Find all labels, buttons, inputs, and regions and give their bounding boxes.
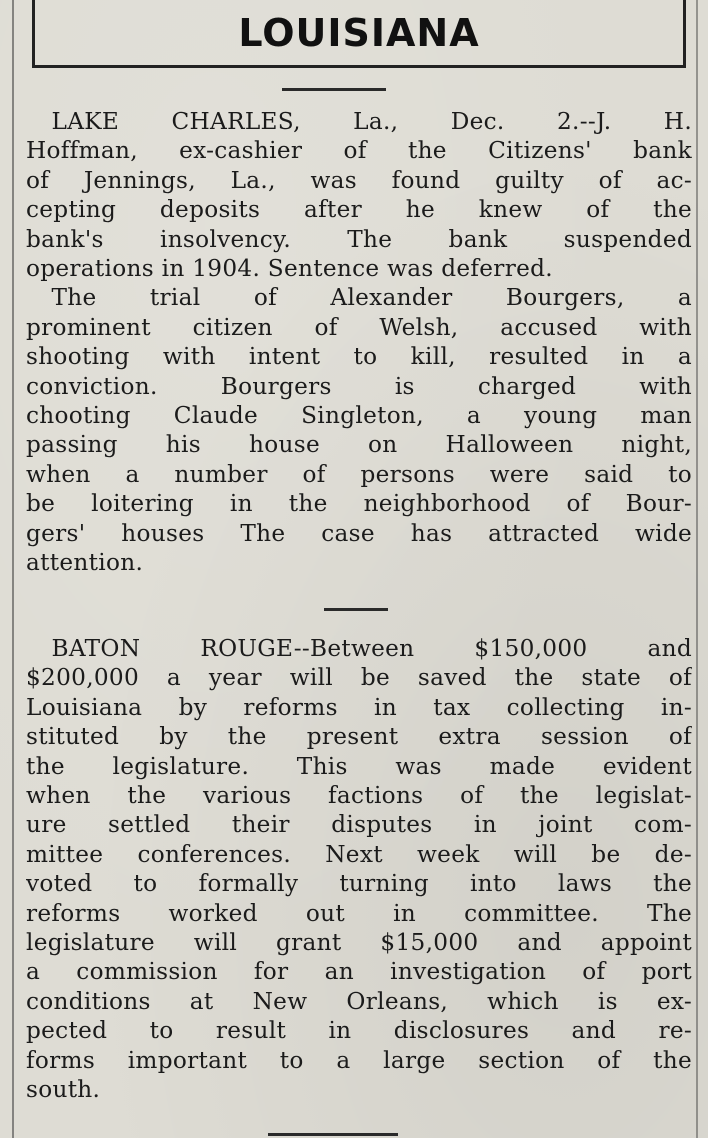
article-line: a commission for an investigation of port	[26, 958, 692, 986]
article-line: BATON ROUGE--Between $150,000 and	[51, 635, 692, 662]
article-line: Hoffman, ex-cashier of the Citizens' bank	[26, 137, 692, 165]
article-line: ure settled their disputes in joint com-	[26, 811, 692, 839]
article-line: $200,000 a year will be saved the state of	[26, 664, 692, 692]
article-line: chooting Claude Singleton, a young man	[26, 402, 692, 430]
article-line: conditions at New Orleans, which is ex-	[26, 987, 692, 1015]
article-line: conviction. Bourgers is charged with	[26, 372, 692, 400]
article-lake-charles	[26, 107, 692, 578]
article-line: when the various factions of the legislat-	[26, 782, 692, 810]
article-line: pected to result in disclosures and re-	[26, 1017, 692, 1045]
article-line: voted to formally turning into laws the	[26, 870, 692, 898]
article-line: LAKE CHARLES, La., Dec. 2.--J. H.	[51, 108, 692, 135]
article-line: legislature will grant $15,000 and appoint	[26, 929, 692, 957]
article-line: the legislature. This was made evident	[26, 752, 692, 780]
article-line: when a number of persons were said to	[26, 460, 692, 488]
article-line: passing his house on Halloween night,	[26, 431, 692, 459]
divider-middle	[324, 608, 388, 611]
article-line: of Jennings, La., was found guilty of ac-	[26, 166, 692, 194]
article-line: cepting deposits after he knew of the	[26, 196, 692, 224]
article-line: The trial of Alexander Bourgers, a	[51, 284, 692, 312]
article-line: mittee conferences. Next week will be de-	[26, 840, 692, 868]
divider-top	[282, 88, 386, 91]
section-title: LOUISIANA	[238, 11, 480, 55]
article-line: shooting with intent to kill, resulted in a	[26, 343, 692, 371]
article-baton-rouge	[26, 634, 692, 1105]
article-line: forms important to a large section of the	[26, 1046, 692, 1074]
article-line: south.	[26, 1076, 101, 1104]
article-line: Louisiana by reforms in tax collecting in-	[26, 693, 692, 721]
article-line: be loitering in the neighborhood of Bour-	[26, 490, 692, 518]
column-rule-right	[696, 0, 698, 1138]
article-line: reforms worked out in committee. The	[26, 899, 692, 927]
article-line: bank's insolvency. The bank suspended	[26, 225, 692, 253]
article-line: attention.	[26, 549, 144, 577]
article-line: gers' houses The case has attracted wide	[26, 519, 692, 547]
article-line: operations in 1904. Sentence was deferred.	[26, 255, 553, 283]
article-line: stituted by the present extra session of	[26, 723, 692, 751]
divider-bottom	[268, 1133, 398, 1136]
column-rule-left	[12, 0, 14, 1138]
section-header-box	[32, 0, 686, 68]
article-line: prominent citizen of Welsh, accused with	[26, 313, 692, 341]
